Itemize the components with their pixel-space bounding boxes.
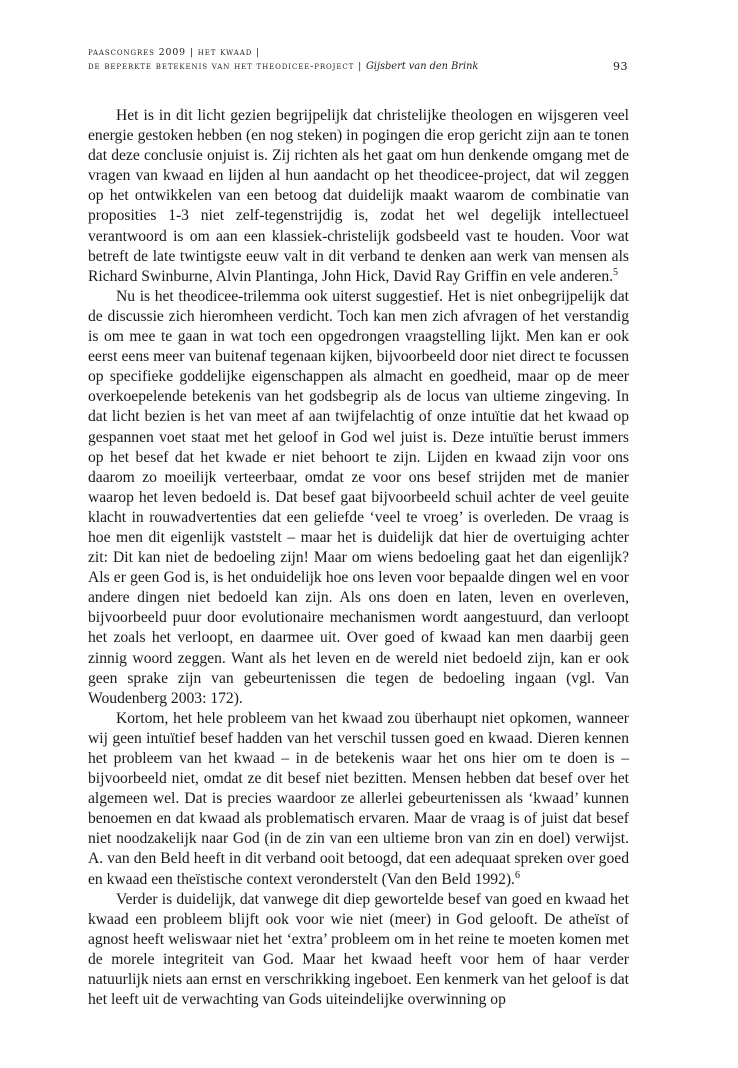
header-line-2 xyxy=(88,60,628,74)
running-header xyxy=(88,46,628,74)
body-text xyxy=(88,106,629,1010)
paragraph-2 xyxy=(88,287,629,709)
paragraph-3-text: Kortom, het hele probleem van het kwaad zou überhaupt niet opkomen, wanneer wij geen intuïtief besef hadden van het verschil tussen goed en kwaad. Dieren kennen het probleem van het kwaad – in de betekenis waar het ons hier om te doen is – bijvoorbeeld niet, omdat ze dit besef niet bezitten. Mensen hebben dat besef over het algemeen wel. Dat is precies waardoor ze allerlei gebeurtenissen als ‘kwaad’ kunnen benoemen en dat kwaad als problematisch ervaren. Maar de vraag is of juist dat besef niet noodzakelijk naar God (in de zin van een ultieme bron van zin en doel) verwijst. A. van den Beld heeft in dit verband ooit betoogd, dat een adequaat spreken over goed en kwaad een theïstische context veronderstelt (Van den Beld 1992). xyxy=(88,709,629,888)
paragraph-4 xyxy=(88,890,629,1011)
paragraph-3 xyxy=(88,709,629,890)
header-line-2-title: de beperkte betekenis van het theodicee-project | xyxy=(88,61,366,72)
header-author: Gijsbert van den Brink xyxy=(365,61,479,72)
page-number: 93 xyxy=(613,60,628,73)
paragraph-1 xyxy=(88,106,629,287)
footnote-ref-5: 5 xyxy=(613,266,619,278)
footnote-ref-6: 6 xyxy=(514,869,520,881)
paragraph-4-text: Verder is duidelijk, dat vanwege dit diep gewortelde besef van goed en kwaad het kwaad een probleem blijft ook voor wie niet (meer) in God gelooft. De atheïst of agnost heeft weliswaar niet het ‘extra’ probleem om in het reine te moeten komen met de morele integriteit van God. Maar het kwaad heeft voor hem of haar verder natuurlijk niets aan ernst en verschrikking ingeboet. Een kenmerk van het geloof is dat het leeft uit de verwachting van Gods uiteindelijke overwinning op xyxy=(88,890,629,1009)
paragraph-2-text: Nu is het theodicee-trilemma ook uiterst suggestief. Het is niet onbegrijpelijk dat de discussie zich hieromheen verdicht. Toch kan men zich afvragen of het verstandig is om mee te gaan in wat toch een opgedrongen vraagstelling lijkt. Men kan er ook eerst eens meer van buitenaf tegenaan kijken, bijvoorbeeld door niet direct te focussen op specifieke goddelijke eigenschappen als almacht en goedheid, maar op de meer overkoepelende betekenis van het godsbegrip als de locus van ultieme zingeving. In dat licht bezien is het van meet af aan twijfelachtig of onze intuïtie dat het kwaad op gespannen voet staat met het geloof in God wel juist is. Deze intuïtie berust immers op het besef dat het kwade er niet behoort te zijn. Lijden en kwaad zijn voor ons daarom zo moeilijk verteerbaar, omdat ze voor ons besef strijden met de manier waarop het leven bedoeld is. Dat besef gaat bijvoorbeeld schuil achter de veel geuite klacht in rouwadvertenties dat een geliefde ‘veel te vroeg’ is overleden. De vraag is hoe men dit eigenlijk vaststelt – maar het is duidelijk dat hier de overtuiging achter zit: Dit kan niet de bedoeling zijn! Maar om wiens bedoeling gaat het dan eigenlijk? Als er geen God is, is het onduidelijk hoe ons leven voor bepaalde dingen wel en voor andere dingen niet bedoeld kan zijn. Als ons doen en laten, leven en overleven, bijvoorbeeld puur door evolutionaire mechanismen wordt aangestuurd, dan verloopt het zoals het verloopt, en daarmee uit. Over goed of kwaad kan men daarbij geen zinnig woord zeggen. Want als het leven en de wereld niet bedoeld zijn, kan er ook geen sprake zijn van gebeurtenissen die tegen de bedoeling ingaan (vgl. Van Woudenberg 2003: 172). xyxy=(88,287,629,707)
paragraph-1-text: Het is in dit licht gezien begrijpelijk dat christelijke theologen en wijsgeren veel energie gestoken hebben (en nog steken) in pogingen die erop gericht zijn aan te tonen dat deze conclusie onjuist is. Zij richten als het gaat om hun denkende omgang met de vragen van kwaad en lijden al hun aandacht op het theodicee-project, dat wil zeggen op het ontwikkelen van een betoog dat duidelijk maakt waarom de combinatie van proposities 1-3 niet zelf-tegenstrijdig is, zodat het wel degelijk intellectueel verantwoord is om aan een klassiek-christelijk godsbeeld vast te houden. Voor wat betreft de late twintigste eeuw valt in dit verband te denken aan werk van mensen als Richard Swinburne, Alvin Plantinga, John Hick, David Ray Griffin en vele anderen. xyxy=(88,107,629,285)
header-line-1: paascongres 2009 | het kwaad | xyxy=(88,47,261,58)
